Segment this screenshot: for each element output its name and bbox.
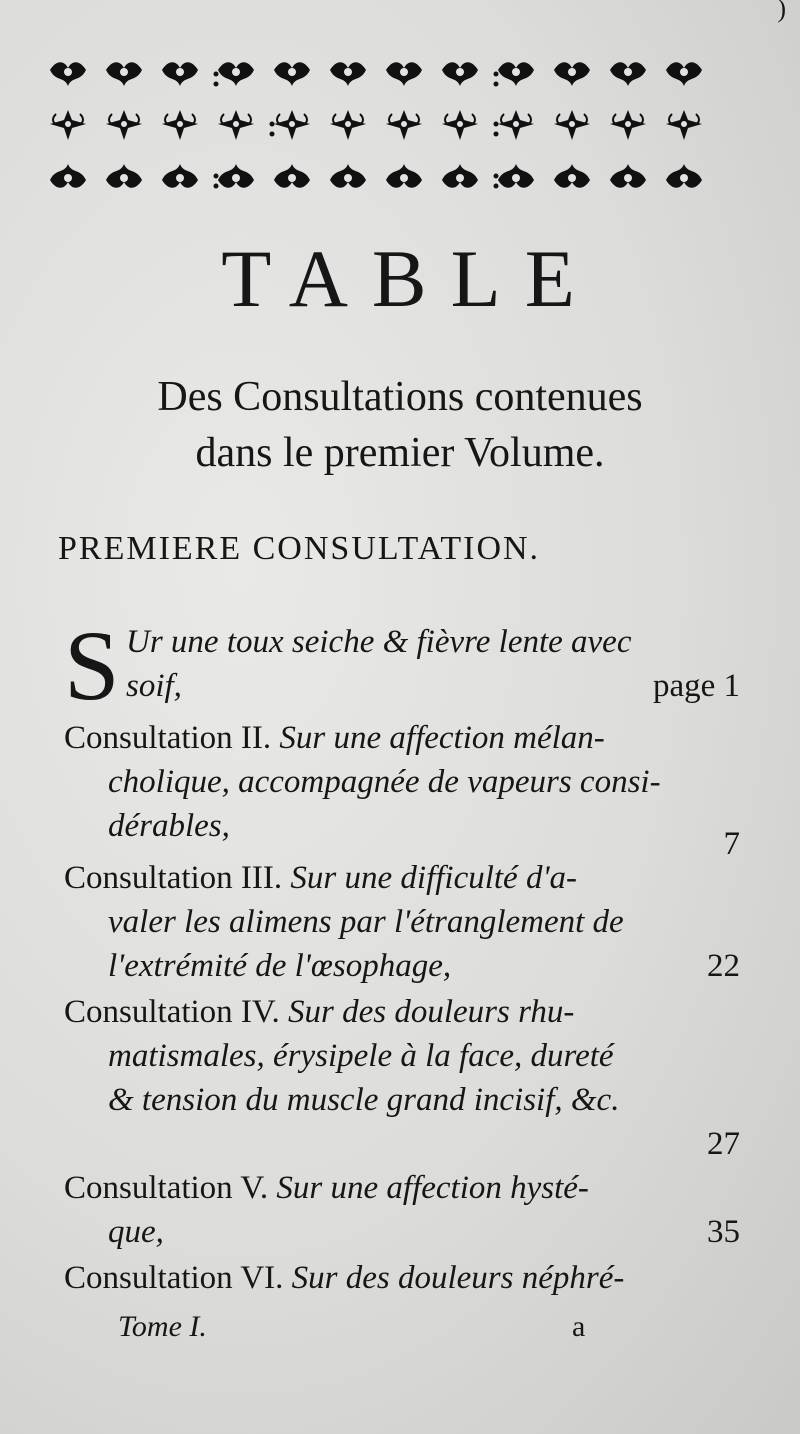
- list-item: [64, 1166, 740, 1254]
- list-item: [64, 856, 740, 988]
- drop-cap: S: [64, 610, 120, 721]
- list-item: [64, 716, 740, 862]
- gathering-signature: a: [572, 1310, 586, 1343]
- entry-text-line: Sur une difficulté d'a-: [290, 860, 577, 896]
- entry-text-line: valer les alimens par l'étranglement de: [108, 904, 624, 940]
- entry-text-line: Sur des douleurs rhu-: [288, 994, 575, 1030]
- entry-text-line: matismales, érysipele à la face, dureté: [108, 1038, 614, 1074]
- entry-text-line: que,: [108, 1214, 164, 1250]
- entry-text-line: & tension du muscle grand incisif, &c.: [108, 1082, 620, 1118]
- entry-text-line: Ur une toux seiche & fièvre lente avec: [126, 624, 632, 660]
- contents-list: [64, 610, 740, 1300]
- entry-text-line: Sur une affection hysté-: [276, 1170, 589, 1206]
- entry-text-line: Sur une affection mélan-: [279, 720, 605, 756]
- fleuron-band-icon: [46, 52, 726, 202]
- list-item: [64, 610, 740, 721]
- list-item: [64, 990, 740, 1166]
- entry-lead: Consultation V.: [64, 1170, 269, 1206]
- list-item: [64, 1256, 740, 1300]
- entry-lead: Consultation III.: [64, 860, 283, 896]
- page-title: TABLE: [221, 233, 599, 324]
- subtitle-line-2: dans le premier Volume.: [195, 430, 605, 476]
- volume-signature: Tome I.: [118, 1310, 207, 1343]
- page-reference: 35: [707, 1214, 740, 1250]
- entry-text-line: l'extrémité de l'œsophage,: [108, 948, 452, 984]
- page-footer: [118, 1310, 618, 1344]
- entry-text-line: Sur des douleurs néphré-: [291, 1260, 625, 1296]
- entry-lead: Consultation II.: [64, 720, 272, 756]
- entry-text-line: dérables,: [108, 808, 230, 844]
- entry-lead: Consultation IV.: [64, 994, 280, 1030]
- corner-mark: ): [777, 0, 786, 23]
- page-reference: 7: [723, 826, 740, 862]
- page-reference: 22: [707, 948, 740, 984]
- page-reference: 27: [707, 1126, 740, 1162]
- page-reference: page 1: [652, 668, 740, 704]
- entry-text-line: soif,: [126, 668, 182, 704]
- entry-text-line: cholique, accompagnée de vapeurs consi-: [108, 764, 661, 800]
- subtitle-line-1: Des Consultations contenues: [157, 374, 643, 420]
- section-heading: PREMIERE CONSULTATION.: [58, 530, 541, 567]
- entry-lead: Consultation VI.: [64, 1260, 284, 1296]
- decorative-headpiece: [46, 52, 726, 202]
